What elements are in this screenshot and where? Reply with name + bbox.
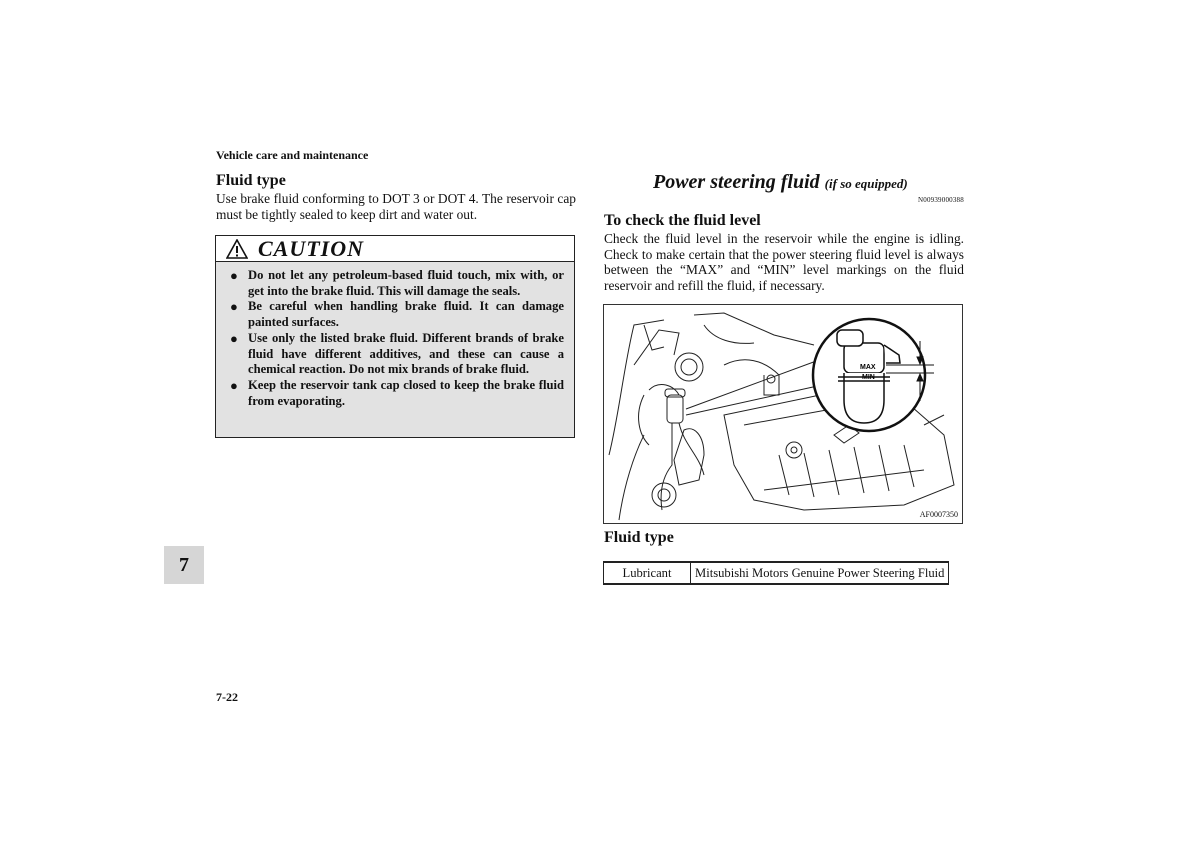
- engine-bay-illustration: [604, 305, 962, 523]
- max-marking-label: MAX: [860, 364, 876, 371]
- section-header: Vehicle care and maintenance: [216, 148, 369, 162]
- lubricant-value-cell: Mitsubishi Motors Genuine Power Steering Fluid: [691, 562, 949, 584]
- left-fluid-type-paragraph: Use brake fluid conforming to DOT 3 or DOT 4. The reservoir cap must be tightly sealed to keep dirt and water out.: [216, 191, 576, 222]
- right-fluid-type-heading: Fluid type: [604, 529, 674, 546]
- caution-item-text: Do not let any petroleum-based fluid touch, mix with, or get into the brake fluid. This will damage the seals.: [248, 268, 564, 298]
- check-fluid-paragraph: Check the fluid level in the reservoir while the engine is idling. Check to make certain that the power steering fluid level is always between the “MAX” and “MIN” level markings on the fluid reservoir and refill the fluid, if necessary.: [604, 231, 964, 293]
- caution-item-text: Be careful when handling brake fluid. It can damage painted surfaces.: [248, 299, 564, 330]
- min-marking-label: MIN: [862, 374, 875, 381]
- power-steering-title: [653, 171, 908, 194]
- caution-item: [230, 378, 564, 409]
- bullet-icon: ●: [230, 268, 238, 283]
- figure-code: AF0007350: [919, 510, 958, 519]
- bullet-icon: ●: [230, 330, 238, 346]
- page-number: 7-22: [216, 690, 238, 704]
- caution-item-text: Use only the listed brake fluid. Different brands of brake fluid have different additives, and these can cause a chemical reaction. Do not mix brands of brake fluid.: [248, 330, 564, 377]
- power-steering-title-text: Power steering fluid: [653, 171, 820, 193]
- bullet-icon: ●: [230, 299, 238, 315]
- bullet-icon: ●: [230, 377, 238, 393]
- engine-reservoir-figure: [603, 304, 963, 524]
- document-code: N00939000388: [918, 196, 964, 204]
- caution-item: [230, 331, 564, 378]
- caution-box: [215, 235, 575, 438]
- lubricant-label-cell: Lubricant: [604, 562, 691, 584]
- chapter-tab: 7: [164, 546, 204, 584]
- table-row: [604, 562, 949, 584]
- caution-title: CAUTION: [258, 235, 365, 261]
- caution-list: [216, 262, 574, 409]
- caution-header: [216, 236, 574, 262]
- left-fluid-type-heading: Fluid type: [216, 172, 286, 189]
- caution-item: [230, 268, 564, 299]
- warning-triangle-icon: [226, 239, 248, 259]
- fluid-type-table: [603, 561, 949, 585]
- power-steering-title-sub: (if so equipped): [824, 176, 908, 191]
- caution-item: [230, 299, 564, 330]
- caution-item-text: Keep the reservoir tank cap closed to keep the brake fluid from evaporating.: [248, 377, 564, 408]
- check-fluid-heading: To check the fluid level: [604, 212, 761, 229]
